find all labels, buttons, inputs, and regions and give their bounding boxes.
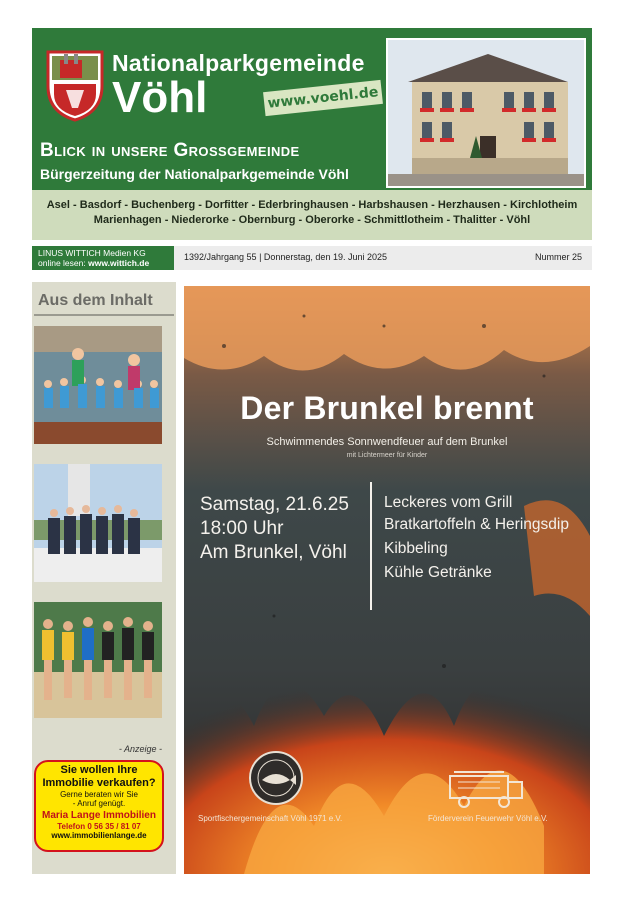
ad-website[interactable]: www.immobilienlange.de <box>51 831 147 840</box>
poster-note: mit Lichtermeer für Kinder <box>346 452 428 459</box>
website-link[interactable]: www.voehl.de <box>263 80 383 116</box>
ad-headline-1: Sie wollen Ihre <box>60 764 138 776</box>
villages-list <box>32 190 592 240</box>
issue-number: Nummer 25 <box>534 252 582 262</box>
fire-truck-logo-icon <box>444 762 528 810</box>
publisher-box <box>32 246 174 270</box>
ad-phone: Telefon 0 56 35 / 81 07 <box>57 822 141 831</box>
town-hall-photo <box>386 38 586 188</box>
real-estate-ad[interactable] <box>34 760 164 852</box>
villages-line-2: Marienhagen - Niederorke - Obernburg - Oberorke - Schmittlotheim - Thalitter - Vöhl <box>93 214 531 226</box>
subtitle: Bürgerzeitung der Nationalparkgemeinde Vöhl <box>40 166 349 182</box>
event-time: 18:00 Uhr <box>200 518 284 539</box>
poster-subtitle: Schwimmendes Sonnwendfeuer auf dem Brunkel <box>266 436 508 448</box>
event-location: Am Brunkel, Vöhl <box>200 542 347 563</box>
coat-of-arms-icon <box>44 46 106 122</box>
masthead <box>32 28 592 190</box>
event-poster <box>184 286 590 874</box>
online-label: online lesen: <box>38 258 86 268</box>
thumbnail-children-group[interactable] <box>34 326 162 444</box>
municipality-label: Nationalparkgemeinde <box>112 50 365 76</box>
villages-line-1: Asel - Basdorf - Buchenberg - Dorfitter - Ederbringhausen - Harbshausen - Herzhausen - Kirchlotheim <box>46 199 578 211</box>
publisher-url[interactable]: www.wittich.de <box>88 258 150 268</box>
issue-date: 1392/Jahrgang 55 | Donnerstag, den 19. Juni 2025 <box>184 252 387 262</box>
fishing-club-logo-icon <box>248 750 304 806</box>
thumbnail-officials-group[interactable] <box>34 464 162 582</box>
online-line <box>38 258 168 268</box>
ad-company: Maria Lange Immobilien <box>42 810 156 821</box>
municipality-name: Vöhl <box>112 73 208 122</box>
ad-headline-2: Immobilie verkaufen? <box>42 777 156 789</box>
contents-title: Aus dem Inhalt <box>38 292 153 309</box>
contents-sidebar <box>32 282 176 874</box>
ad-text-2: - Anruf genügt. <box>72 799 126 808</box>
thumbnail-volleyball-team[interactable] <box>34 602 162 718</box>
food-item: Kibbeling <box>384 540 448 557</box>
poster-divider <box>370 482 372 610</box>
publisher-name: LINUS WITTICH Medien KG <box>38 248 146 258</box>
poster-title: Der Brunkel brennt <box>240 390 534 426</box>
tagline: Blick in unsere Grossgemeinde <box>40 140 300 161</box>
contents-divider <box>34 314 174 316</box>
organizer-fire-brigade: Förderverein Feuerwehr Vöhl e.V. <box>428 814 548 823</box>
food-item: Bratkartoffeln & Heringsdip <box>384 516 569 533</box>
food-item: Kühle Getränke <box>384 564 492 581</box>
event-date: Samstag, 21.6.25 <box>200 494 349 515</box>
organizer-fishing-club: Sportfischergemeinschaft Vöhl 1971 e.V. <box>198 814 343 823</box>
ad-text-1: Gerne beraten wir Sie <box>60 790 138 799</box>
food-item: Leckeres vom Grill <box>384 494 513 511</box>
issue-info-bar <box>32 246 592 270</box>
ad-label: - Anzeige - <box>118 744 162 754</box>
